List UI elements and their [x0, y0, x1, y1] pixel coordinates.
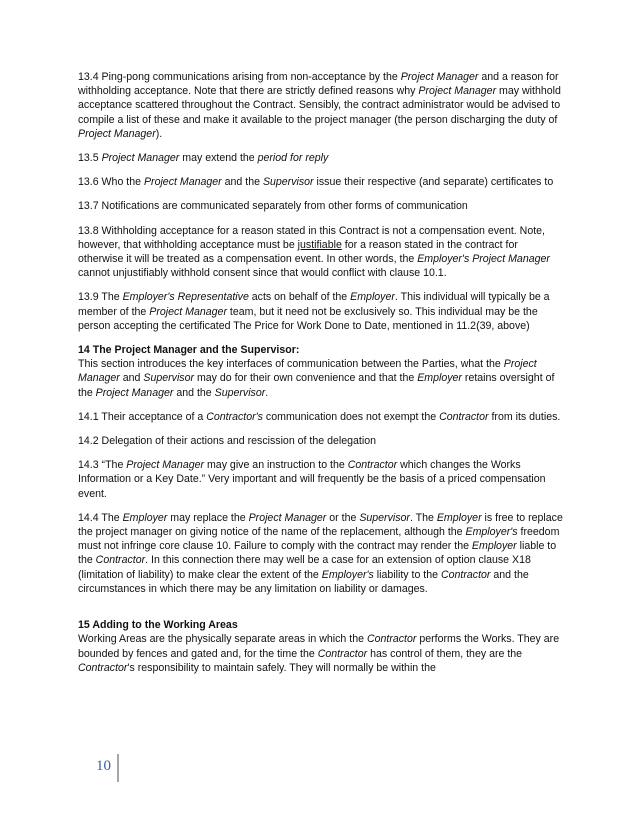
page-number-divider: [117, 754, 119, 782]
section-heading-15: 15 Adding to the Working Areas: [78, 619, 238, 632]
section-heading-14: 14 The Project Manager and the Supervisor:: [78, 344, 300, 357]
paragraph-13-5: 13.5 Project Manager may extend the period for reply: [78, 152, 329, 165]
document-body: [78, 70, 566, 675]
paragraph-13-6: 13.6 Who the Project Manager and the Supervisor issue their respective (and separate) certificates to: [78, 176, 554, 189]
section-spacer: [78, 606, 566, 618]
paragraph-13-4: 13.4 Ping-pong communications arising from non-acceptance by the Project Manager and a reason for withholding acceptance. Note that there are strictly defined reasons why Project Manager may withhold acceptance scattered throughout the Contract. Sensibly, the contract administrator would be advised to compile a list of these and make it available to the project manager (the person discharging the duty of Project Manager).: [78, 71, 561, 140]
page-number: 10: [96, 758, 111, 774]
paragraph-13-7: 13.7 Notifications are communicated separately from other forms of communication: [78, 200, 468, 213]
paragraph-13-8: 13.8 Withholding acceptance for a reason stated in this Contract is not a compensation event. Note, however, that withholding acceptance must be justifiable for a reason stated in the contract for otherwise it will be treated as a compensation event. In other words, the Employer's Project Manager cannot unjustifiably withhold consent since that would conflict with clause 10.1.: [78, 224, 550, 280]
paragraph-14-intro: This section introduces the key interfaces of communication between the Parties, what the Project Manager and Supervisor may do for their own convenience and that the Employer retains oversight of the Project Manager and the Supervisor.: [78, 358, 555, 399]
paragraph-13-9: 13.9 The Employer's Representative acts on behalf of the Employer. This individual will typically be a member of the Project Manager team, but it need not be exclusively so. This individual may be the person accepting the certificated The Price for Work Done to Date, mentioned in 11.2(39, above): [78, 291, 550, 332]
paragraph-15-intro: Working Areas are the physically separate areas in which the Contractor performs the Works. They are bounded by fences and gated and, for the time the Contractor has control of them, they are the Contractor's responsibility to maintain safely. They will normally be within the: [78, 633, 560, 674]
paragraph-14-1: 14.1 Their acceptance of a Contractor's communication does not exempt the Contractor from its duties.: [78, 410, 561, 423]
paragraph-14-3: 14.3 “The Project Manager may give an instruction to the Contractor which changes the Works Information or a Key Date.” Very important and will frequently be the basis of a priced compensation event.: [78, 459, 546, 500]
paragraph-14-2: 14.2 Delegation of their actions and rescission of the delegation: [78, 435, 376, 448]
paragraph-14-4: 14.4 The Employer may replace the Project Manager or the Supervisor. The Employer is free to replace the project manager on giving notice of the name of the replacement, although the Employer's freedom must not infringe core clause 10. Failure to comply with the contract may render the Employer liable to the Contractor. In this connection there may well be a case for an extension of option clause X18 (limitation of liability) to make clear the extent of the Employer's liability to the Contractor and the circumstances in which there may be any limitation on liability or damages.: [78, 511, 563, 595]
